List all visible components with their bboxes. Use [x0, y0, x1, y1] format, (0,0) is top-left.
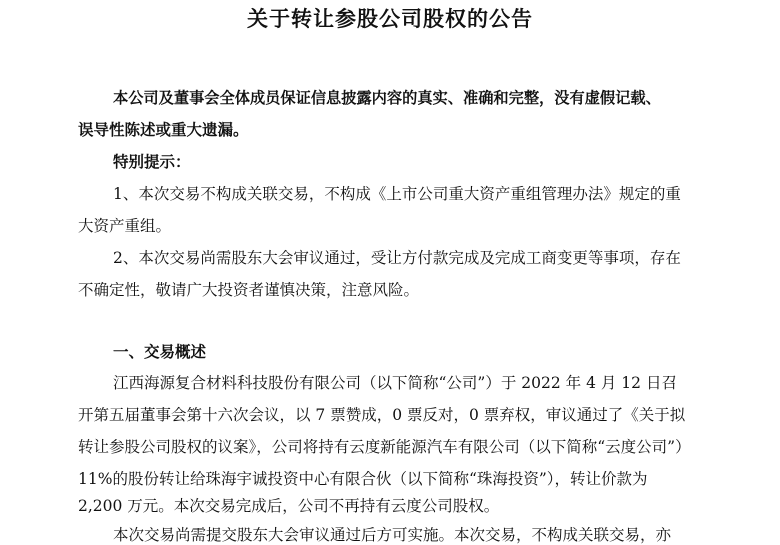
statement-line-2: 误导性陈述或重大遗漏。 [78, 121, 249, 139]
paragraph-1-line-2: 开第五届董事会第十六次会议，以 7 票赞成，0 票反对，0 票弃权，审议通过了《关于拟 [78, 406, 686, 424]
tip-1-line-1: 1、本次交易不构成关联交易，不构成《上市公司重大资产重组管理办法》规定的重 [113, 185, 681, 203]
statement-line-1: 本公司及董事会全体成员保证信息披露内容的真实、准确和完整，没有虚假记载、 [113, 89, 661, 107]
paragraph-2-line-1: 本次交易尚需提交股东大会审议通过后方可实施。本次交易，不构成关联交易，亦 [113, 526, 672, 544]
paragraph-1-line-3: 转让参股公司股权的议案》，公司将持有云度新能源汽车有限公司（以下简称“云度公司”） [78, 438, 691, 456]
tip-1-line-2: 大资产重组。 [78, 217, 172, 235]
paragraph-1-line-1: 江西海源复合材料科技股份有限公司（以下简称“公司”）于 2022 年 4 月 12 日召 [113, 374, 677, 392]
tip-2-line-2: 不确定性，敬请广大投资者谨慎决策，注意风险。 [78, 281, 420, 299]
paragraph-1-line-5: 2,200 万元。本次交易完成后，公司不再持有云度公司股权。 [78, 497, 500, 515]
tip-2-line-1: 2、本次交易尚需股东大会审议通过，受让方付款完成及完成工商变更等事项，存在 [113, 249, 681, 267]
special-tips-heading: 特别提示： [113, 153, 191, 171]
section-1-heading: 一、交易概述 [113, 343, 207, 361]
paragraph-1-line-4: 11%的股份转让给珠海宇诚投资中心有限合伙（以下简称“珠海投资”），转让价款为 [78, 470, 648, 488]
page-title: 关于转让参股公司股权的公告 [247, 7, 533, 31]
